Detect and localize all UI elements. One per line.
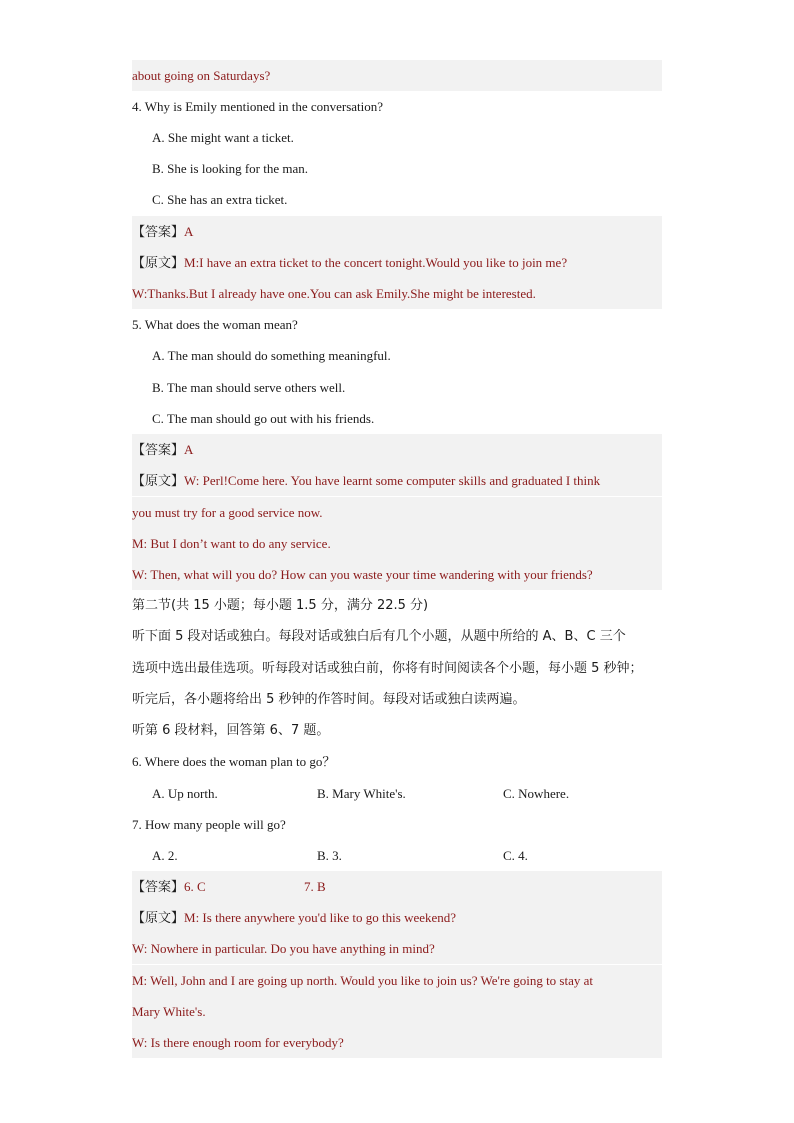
transcript-6-line-3: M: Well, John and I are going up north. Would you like to join us? We're going to stay at: [132, 965, 662, 996]
options-7: [152, 840, 662, 871]
answer-5: [132, 434, 662, 465]
answer-4: [132, 216, 662, 247]
transcript-5-line-4: W: Then, what will you do? How can you waste your time wandering with your friends?: [132, 559, 662, 590]
transcript-text: W: Perl!Come here. You have learnt some computer skills and graduated I think: [184, 473, 601, 488]
transcript-line: about going on Saturdays?: [132, 60, 662, 91]
question-7: 7. How many people will go?: [132, 817, 286, 832]
options-6: [152, 778, 662, 809]
transcript-6-line-5: W: Is there enough room for everybody?: [132, 1027, 662, 1058]
answer-value-6: 6. C: [184, 879, 206, 894]
instruction-line-4: 听第 6 段材料，回答第 6、7 题。: [132, 723, 330, 738]
transcript-5-line-2: you must try for a good service now.: [132, 497, 662, 528]
option-6c: C. Nowhere.: [503, 786, 570, 801]
answer-tag: 【答案】: [132, 443, 185, 458]
instruction-line-1: 听下面 5 段对话或独白。每段对话或独白后有几个小题，从题中所给的 A、B、C 三个: [132, 629, 626, 644]
option-5a: A. The man should do something meaningful.: [152, 348, 391, 363]
transcript-6-line-1: [132, 902, 662, 933]
answer-tag: 【答案】: [132, 880, 185, 895]
answer-value-7: 7. B: [304, 879, 326, 894]
answer-value: A: [184, 224, 194, 239]
option-5c: C. The man should go out with his friends.: [152, 411, 375, 426]
transcript-text: M:I have an extra ticket to the concert tonight.Would you like to join me?: [184, 255, 568, 270]
instruction-line-3: 听完后，各小题将给出 5 秒钟的作答时间。每段对话或独白读两遍。: [132, 692, 526, 707]
option-7c: C. 4.: [503, 848, 528, 863]
option-4b: B. She is looking for the man.: [152, 161, 308, 176]
answer-value: A: [184, 442, 194, 457]
option-4a: A. She might want a ticket.: [152, 130, 294, 145]
question-5: 5. What does the woman mean?: [132, 317, 298, 332]
answer-6-7: [132, 871, 662, 902]
question-4: 4. Why is Emily mentioned in the conversation?: [132, 99, 384, 114]
transcript-6-line-4: Mary White's.: [132, 996, 662, 1027]
transcript-5-line-3: M: But I don’t want to do any service.: [132, 528, 662, 559]
transcript-5-line-1: [132, 465, 662, 496]
option-7b: B. 3.: [317, 848, 342, 863]
section-2-heading: 第二节(共 15 小题；每小题 1.5 分，满分 22.5 分): [132, 598, 429, 613]
instruction-line-2: 选项中选出最佳选项。听每段对话或独白前，你将有时间阅读各个小题，每小题 5 秒钟；: [132, 661, 643, 676]
answer-tag: 【答案】: [132, 225, 185, 240]
transcript-4-line-2: W:Thanks.But I already have one.You can ask Emily.She might be interested.: [132, 278, 662, 309]
option-5b: B. The man should serve others well.: [152, 380, 346, 395]
original-tag: 【原文】: [132, 474, 185, 489]
transcript-6-line-2: W: Nowhere in particular. Do you have anything in mind?: [132, 933, 662, 964]
transcript-text: M: Is there anywhere you'd like to go this weekend?: [184, 910, 457, 925]
question-6: 6. Where does the woman plan to go？: [132, 754, 336, 769]
option-7a: A. 2.: [152, 848, 178, 863]
original-tag: 【原文】: [132, 256, 185, 271]
option-4c: C. She has an extra ticket.: [152, 192, 288, 207]
transcript-4-line-1: [132, 247, 662, 278]
original-tag: 【原文】: [132, 911, 185, 926]
option-6a: A. Up north.: [152, 786, 218, 801]
option-6b: B. Mary White's.: [317, 786, 406, 801]
